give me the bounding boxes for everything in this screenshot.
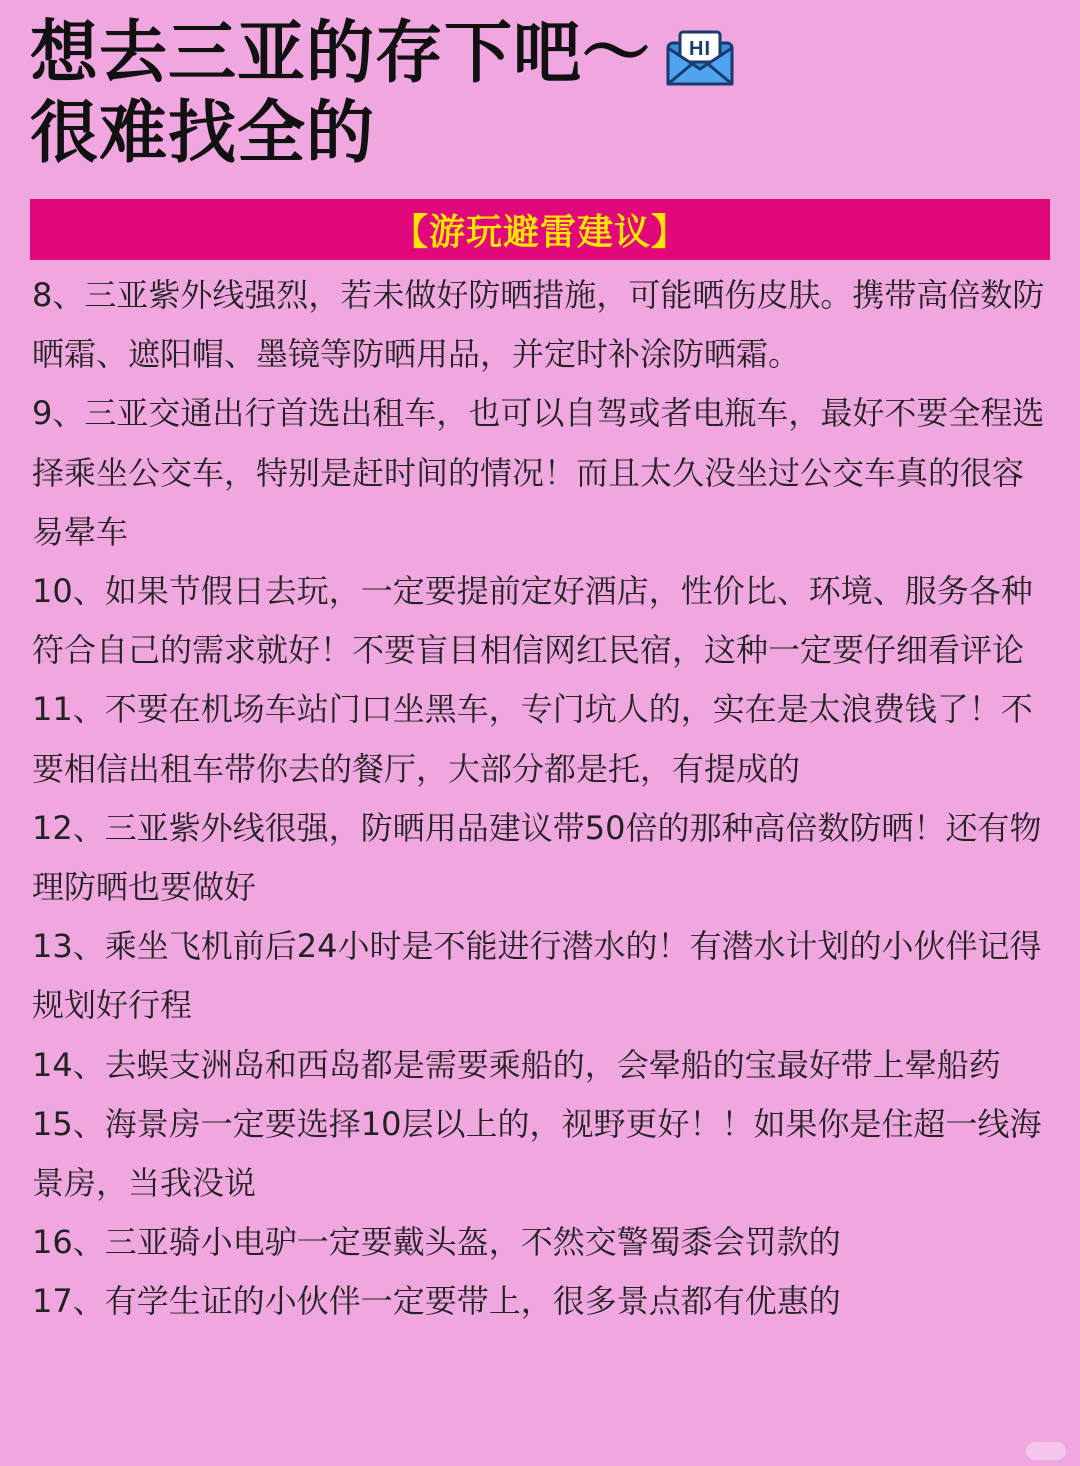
page-title xyxy=(30,14,1050,174)
tip-item: 11、不要在机场车站门口坐黑车，专门坑人的，实在是太浪费钱了！不要相信出租车带你去的餐厅，大部分都是托，有提成的 xyxy=(32,690,1033,788)
tip-item: 10、如果节假日去玩，一定要提前定好酒店，性价比、环境、服务各种符合自己的需求就好！不要盲目相信网红民宿，这种一定要仔细看评论 xyxy=(32,572,1033,670)
title-line-2: 很难找全的 xyxy=(30,94,376,173)
title-text-1: 想去三亚的存下吧～ xyxy=(30,14,652,93)
tip-item: 12、三亚紫外线很强，防晒用品建议带50倍的那种高倍数防晒！还有物理防晒也要做好 xyxy=(32,808,1042,907)
tip-item: 13、乘坐飞机前后24小时是不能进行潜水的！有潜水计划的小伙伴记得规划好行程 xyxy=(32,927,1042,1025)
tip-item: 14、去蜈支洲岛和西岛都是需要乘船的，会晕船的宝最好带上晕船药 xyxy=(32,1045,1001,1084)
watermark-logo xyxy=(1026,1442,1066,1460)
title-line-1 xyxy=(30,14,1050,94)
tip-item: 16、三亚骑小电驴一定要戴头盔，不然交警蜀黍会罚款的 xyxy=(32,1223,841,1262)
tip-item: 15、海景房一定要选择10层以上的，视野更好！！如果你是住超一线海景房，当我没说 xyxy=(32,1104,1042,1203)
envelope-hi-icon xyxy=(665,25,735,83)
svg-text:HI: HI xyxy=(689,38,712,60)
banner-label: 【游玩避雷建议】 xyxy=(391,212,688,253)
tip-item: 9、三亚交通出行首选出租车，也可以自驾或者电瓶车，最好不要全程选择乘坐公交车，特别是赶时间的情况！而且太久没坐过公交车真的很容易晕车 xyxy=(32,394,1045,551)
tip-item: 8、三亚紫外线强烈，若未做好防晒措施，可能晒伤皮肤。携带高倍数防晒霜、遮阳帽、墨镜等防晒用品，并定时补涂防晒霜。 xyxy=(32,276,1045,374)
tips-list xyxy=(32,266,1052,1332)
tip-item: 17、有学生证的小伙伴一定要带上，很多景点都有优惠的 xyxy=(32,1282,841,1321)
section-banner xyxy=(30,199,1050,260)
